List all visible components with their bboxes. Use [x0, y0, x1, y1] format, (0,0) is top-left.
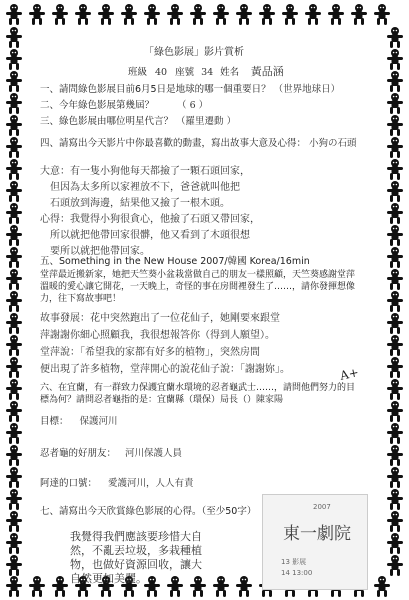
gingerbread-figure	[190, 4, 206, 25]
gingerbread-figure	[387, 247, 403, 268]
gingerbread-figure	[328, 4, 344, 25]
question-4-answer: 小狗の石頭	[309, 138, 357, 149]
question-5-title: 五、Something in the New House 2007/韓國 Korea/16min	[40, 256, 310, 267]
gingerbread-figure	[52, 4, 68, 25]
gingerbread-figure	[6, 467, 22, 488]
gingerbread-figure	[387, 137, 403, 158]
gingerbread-figure	[387, 379, 403, 400]
class-label: 班級	[128, 67, 148, 78]
gingerbread-figure	[387, 489, 403, 510]
gingerbread-figure	[387, 467, 403, 488]
gingerbread-figure	[387, 357, 403, 378]
question-6: 六、在宜蘭，有一群致力保護宜蘭水環境的忍者龜武士……，請問他們努力的目 標為何？請問忍者龜指的是：宜蘭縣（環保）局長（）陳家陽	[40, 383, 356, 405]
gingerbread-figure	[6, 489, 22, 510]
gingerbread-figure	[6, 555, 22, 576]
student-info	[128, 66, 292, 79]
gingerbread-figure	[29, 4, 45, 25]
gingerbread-figure	[6, 533, 22, 554]
teacher-signature: A+	[338, 365, 360, 383]
gingerbread-figure	[6, 576, 22, 597]
gingerbread-figure	[6, 49, 22, 70]
gingerbread-figure	[6, 203, 22, 224]
question-1: 一、請問綠色影展目前6月5日是地球的哪一個重要日？ （世界地球日）	[40, 84, 341, 95]
gingerbread-figure	[387, 291, 403, 312]
question-3: 三、綠色影展由哪位明星代言？ （羅里遷動 ）	[40, 116, 237, 127]
gingerbread-figure	[387, 225, 403, 246]
goal-value: 保護河川	[79, 416, 118, 427]
gingerbread-figure	[6, 445, 22, 466]
gingerbread-figure	[144, 4, 160, 25]
gingerbread-figure	[387, 335, 403, 356]
gingerbread-figure	[387, 181, 403, 202]
gingerbread-figure	[6, 247, 22, 268]
gingerbread-figure	[387, 401, 403, 422]
gingerbread-figure	[6, 71, 22, 92]
gingerbread-figure	[387, 445, 403, 466]
gingerbread-figure	[387, 71, 403, 92]
gingerbread-figure	[6, 335, 22, 356]
gingerbread-figure	[387, 511, 403, 532]
gingerbread-figure	[6, 225, 22, 246]
gingerbread-figure	[6, 313, 22, 334]
question-7-answer: 我覺得我們應該要珍惜大自 然，不亂丟垃圾，多栽種植 物，也做好資源回收，讓大 自然更加美麗。	[70, 530, 202, 585]
gingerbread-figure	[6, 115, 22, 136]
gingerbread-figure	[236, 576, 252, 597]
gingerbread-figure	[259, 4, 275, 25]
ticket-theater-name: 東一劇院	[283, 524, 351, 544]
gingerbread-figure	[387, 115, 403, 136]
gingerbread-figure	[6, 291, 22, 312]
gingerbread-figure	[387, 49, 403, 70]
question-2: 二、今年綠色影展第幾屆？ （ 6 ）	[40, 100, 209, 111]
seat-label: 座號	[175, 67, 195, 78]
friend-row: 忍者龜的好朋友： 河川保護人員	[40, 448, 183, 459]
question-7-title: 七、請寫出今天欣賞綠色影展的心得。（至少50字）	[40, 506, 257, 517]
gingerbread-figure	[29, 576, 45, 597]
question-3-answer: （羅里遷動 ）	[176, 116, 237, 127]
gingerbread-figure	[387, 203, 403, 224]
gingerbread-figure	[387, 555, 403, 576]
gingerbread-figure	[6, 423, 22, 444]
gingerbread-figure	[121, 4, 137, 25]
gingerbread-figure	[6, 401, 22, 422]
gingerbread-figure	[305, 4, 321, 25]
goal-row: 目標： 保護河川	[40, 416, 118, 427]
gingerbread-figure	[282, 4, 298, 25]
gingerbread-figure	[98, 4, 114, 25]
question-2-answer: （ 6 ）	[177, 100, 209, 111]
class-value: 40	[155, 67, 168, 78]
slogan-row: 阿達的口號： 愛護河川，人人有責	[40, 478, 194, 489]
slogan-value: 愛護河川，人人有責	[108, 478, 194, 489]
gingerbread-figure	[236, 4, 252, 25]
gingerbread-figure	[387, 313, 403, 334]
gingerbread-figure	[6, 181, 22, 202]
gingerbread-figure	[6, 379, 22, 400]
question-6-inline-answer: 陳家陽	[256, 395, 284, 405]
question-1-answer: （世界地球日）	[273, 84, 341, 95]
gingerbread-figure	[374, 576, 390, 597]
gingerbread-figure	[6, 27, 22, 48]
question-5-text: 堂萍最近搬新家，她把天竺葵小盆栽當做自己的朋友一樣照顧，天竺葵感謝堂萍 溫暖的愛心讓它開花，一天晚上，奇怪的事在房間裡發生了……，請你發揮想像 力，往下寫故事吧！	[40, 270, 356, 304]
gingerbread-figure	[6, 269, 22, 290]
gingerbread-figure	[387, 27, 403, 48]
gingerbread-figure	[6, 93, 22, 114]
gingerbread-figure	[351, 4, 367, 25]
gingerbread-figure	[387, 159, 403, 180]
gingerbread-figure	[52, 576, 68, 597]
gingerbread-figure	[6, 357, 22, 378]
gingerbread-figure	[6, 159, 22, 180]
page-title: 「綠色影展」影片賞析	[144, 47, 244, 58]
gingerbread-figure	[387, 269, 403, 290]
worksheet	[40, 44, 370, 585]
q4-summary: 大意：有一隻小狗他每天都撿了一顆石頭回家， 但因為太多所以家裡放不下，爸爸就叫他把 石頭放到海邊，結果他又撿了一根木頭。 心得：我覺得小狗很貪心，他撿了石頭又帶回家， 所以就把他帶回家很髒，他又看到了木頭很想 要所以就把他帶回家。	[40, 166, 260, 257]
gingerbread-figure	[374, 4, 390, 25]
name-label: 姓名	[220, 67, 240, 78]
gingerbread-figure	[75, 4, 91, 25]
gingerbread-figure	[6, 137, 22, 158]
question-4: 四、請寫出今天影片中你最喜歡的動畫，寫出故事大意及心得： 小狗の石頭	[40, 138, 357, 149]
gingerbread-figure	[213, 576, 229, 597]
name-value: 黃品涵	[250, 65, 284, 78]
gingerbread-figure	[387, 93, 403, 114]
gingerbread-figure	[6, 4, 22, 25]
theater-ticket-stub: 2007 東一劇院 13 影展 14 13:00	[262, 494, 368, 590]
gingerbread-figure	[167, 4, 183, 25]
gingerbread-figure	[387, 533, 403, 554]
seat-value: 34	[201, 67, 214, 78]
question-5-answer: 故事發展：花中突然跑出了一位花仙子，她剛要來跟堂 萍謝謝你細心照顧我，我很想報答你（得到人願望）。 堂萍說：「希望我的家都有好多的植物」，突然房間 便出現了許多植物，堂萍開心的說花仙子說：「謝謝妳」。	[40, 313, 290, 375]
gingerbread-figure	[387, 423, 403, 444]
gingerbread-figure	[213, 4, 229, 25]
gingerbread-figure	[6, 511, 22, 532]
friend-value: 河川保護人員	[125, 448, 183, 459]
